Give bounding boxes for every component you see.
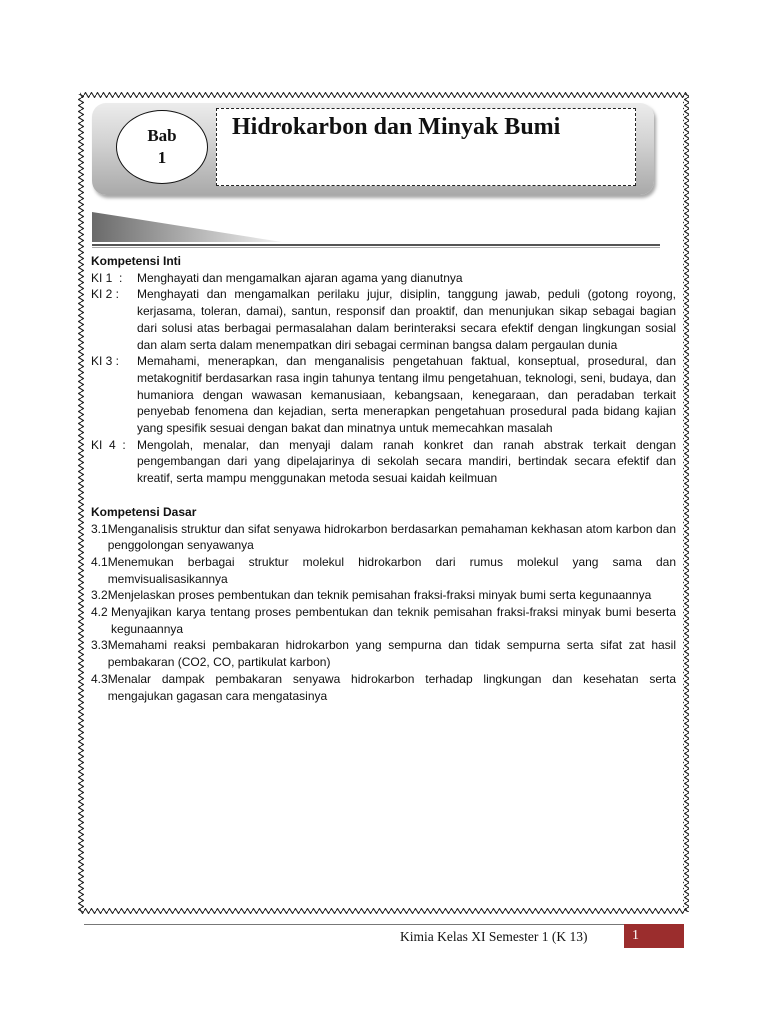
kd-number: 3.3 [91, 638, 108, 653]
ki-item [91, 286, 676, 353]
kd-number: 3.2 [91, 588, 108, 603]
kd-item [91, 671, 676, 704]
ki-label: KI 1 : [91, 270, 123, 285]
kd-text: Menganalisis struktur dan sifat senyawa hidrokarbon berdasarkan pemahaman kekhasan atom karbon dan penggolongan senyawanya [107, 521, 676, 553]
document-body [91, 253, 676, 704]
kd-item [91, 637, 676, 670]
kd-item [91, 587, 676, 604]
chapter-title: Hidrokarbon dan Minyak Bumi [232, 114, 561, 140]
ki-text: Memahami, menerapkan, dan menganalisis pengetahuan faktual, konseptual, prosedural, dan metakognitif berdasarkan rasa ingin tahunya tentang ilmu pengetahuan, teknologi, seni, budaya, dan humaniora dengan wawasan kemanusiaan, kebangsaan, kenegaraan, dan peradaban terkait penyebab fenomena dan kejadian, serta menerapkan pengetahuan prosedural pada bidang kajian yang spesifik sesuai dengan bakat dan minatnya untuk memecahkan masalah [137, 354, 676, 436]
kd-number: 4.2 [91, 605, 112, 620]
ki-label: KI 2 : [91, 287, 120, 302]
kd-text: Memahami reaksi pembakaran hidrokarbon yang sempurna dan tidak sempurna serta sifat zat hasil pembakaran (CO2, CO, partikulat karbon) [107, 638, 676, 670]
ki-item [91, 353, 676, 437]
kd-text: Menalar dampak pembakaran senyawa hidrokarbon terhadap lingkungan dan kesehatan serta mengajukan gagasan cara mengatasinya [107, 671, 676, 703]
kd-item [91, 554, 676, 587]
page-number: 1 [632, 928, 639, 943]
kd-text: Menyajikan karya tentang proses pembentukan dan teknik pemisahan fraksi-fraksi minyak bumi beserta kegunaannya [111, 605, 676, 636]
kompetensi-inti-heading: Kompetensi Inti [91, 254, 182, 268]
ki-text: Mengolah, menalar, dan menyaji dalam ranah konkret dan ranah abstrak terkait dengan pengembangan dari yang dipelajarinya di sekolah secara mandiri, bertindak secara efektif dan kreatif, serta mampu menggunakan metoda sesuai kaidah keilmuan [137, 437, 676, 486]
ki-item [91, 270, 676, 287]
kd-number: 4.3 [91, 671, 108, 686]
footer-text: Kimia Kelas XI Semester 1 (K 13) [400, 929, 588, 944]
footer-rule [84, 924, 684, 925]
kd-text: Menemukan berbagai struktur molekul hidrokarbon dari rumus molekul yang sama dan memvisualisasikannya [107, 554, 676, 586]
bab-number: 1 [157, 148, 167, 167]
kd-number: 3.1 [91, 521, 108, 536]
kd-number: 4.1 [91, 554, 108, 569]
kd-text: Menjelaskan proses pembentukan dan teknik pemisahan fraksi-fraksi minyak bumi serta kegunaannya [107, 588, 652, 603]
ki-text: Menghayati dan mengamalkan perilaku jujur, disiplin, tanggung jawab, peduli (gotong royong, kerjasama, toleran, damai), santun, responsif dan proaktif, dan menunjukan sikap sebagai bagian dari solusi atas berbagai permasalahan dalam berinteraksi secara efektif dengan lingkungan sosial dan alam serta dalam menempatkan diri sebagai cerminan bangsa dalam pergaulan dunia [137, 287, 676, 352]
header-rule [92, 244, 660, 246]
page-number-box [624, 924, 684, 948]
decorative-wedge [92, 210, 292, 244]
ki-text: Menghayati dan mengamalkan ajaran agama yang dianutnya [137, 270, 463, 285]
ki-label: KI 4 : [91, 437, 126, 452]
bab-label: Bab [147, 126, 177, 145]
ki-item [91, 437, 676, 487]
kompetensi-dasar-heading: Kompetensi Dasar [91, 504, 197, 519]
kd-item [91, 521, 676, 554]
header-rule-thin [92, 247, 660, 248]
chapter-badge [116, 110, 208, 184]
kd-item [91, 604, 676, 637]
ki-label: KI 3 : [91, 354, 120, 369]
